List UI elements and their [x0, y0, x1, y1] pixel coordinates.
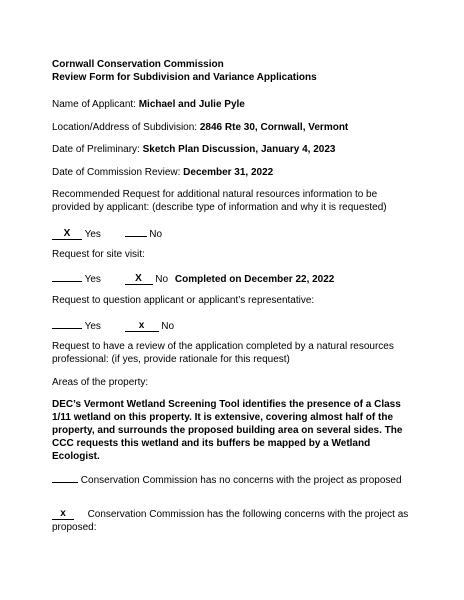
q1-no-label: No — [149, 229, 163, 240]
q2-yes-label: Yes — [84, 274, 101, 285]
applicant-label: Name of Applicant: — [52, 99, 136, 110]
q3-yes-label: Yes — [84, 321, 101, 332]
review-date-row — [52, 166, 273, 179]
q2-answer-row — [52, 270, 334, 286]
q1-no-blank[interactable] — [125, 225, 147, 237]
form-title: Review Form for Subdivision and Variance Applications — [52, 72, 317, 83]
review-date-label: Date of Commission Review: — [52, 167, 181, 178]
q3-answer-row — [52, 317, 174, 333]
q2-note: Completed on December 22, 2022 — [174, 274, 335, 285]
location-label: Location/Address of Subdivision: — [52, 122, 198, 133]
areas-label: Areas of the property: — [52, 377, 149, 388]
q3-no-blank[interactable]: x — [125, 320, 159, 332]
q3-text: Request to question applicant or applicant’s representative: — [52, 295, 315, 306]
concerns-none-blank[interactable] — [52, 471, 78, 483]
applicant-row — [52, 98, 245, 111]
preliminary-row — [52, 143, 335, 156]
q4-text: Request to have a review of the application completed by a natural resources professional: (if yes, provide rationale for this request) — [52, 341, 394, 365]
q3-no-label: No — [161, 321, 175, 332]
preliminary-value: Sketch Plan Discussion, January 4, 2023 — [142, 144, 336, 155]
q3-yes-blank[interactable] — [52, 317, 82, 329]
applicant-value: Michael and Julie Pyle — [138, 99, 245, 110]
concerns-some-row — [52, 508, 412, 534]
q2-yes-blank[interactable] — [52, 270, 82, 282]
q1-text: Recommended Request for additional natural resources information to be provided by applicant: (describe type of information and why it is requested) — [52, 189, 387, 213]
q1-yes-blank[interactable]: X — [52, 228, 82, 240]
q2-no-blank[interactable]: X — [125, 273, 153, 285]
concerns-some-blank[interactable]: x — [52, 508, 74, 520]
q1-answer-row — [52, 225, 162, 241]
concerns-none-text: Conservation Commission has no concerns with the project as proposed — [80, 475, 402, 486]
areas-body: DEC’s Vermont Wetland Screening Tool identifies the presence of a Class 1/11 wetland on this property. It is extensive, covering almost half of the property, and surrounds the proposed building area on several sides. The CCC requests this wetland and its buffers be mapped by a Wetland Ecologist. — [52, 399, 403, 462]
location-row — [52, 121, 348, 134]
preliminary-label: Date of Preliminary: — [52, 144, 140, 155]
q2-no-label: No — [155, 274, 169, 285]
q2-text: Request for site visit: — [52, 249, 145, 260]
q1-yes-label: Yes — [84, 229, 101, 240]
concerns-some-text: Conservation Commission has the following concerns with the project as proposed: — [52, 509, 409, 533]
review-date-value: December 31, 2022 — [183, 167, 274, 178]
form-org-title: Cornwall Conservation Commission — [52, 59, 224, 70]
concerns-none-row — [52, 471, 412, 487]
location-value: 2846 Rte 30, Cornwall, Vermont — [199, 122, 349, 133]
